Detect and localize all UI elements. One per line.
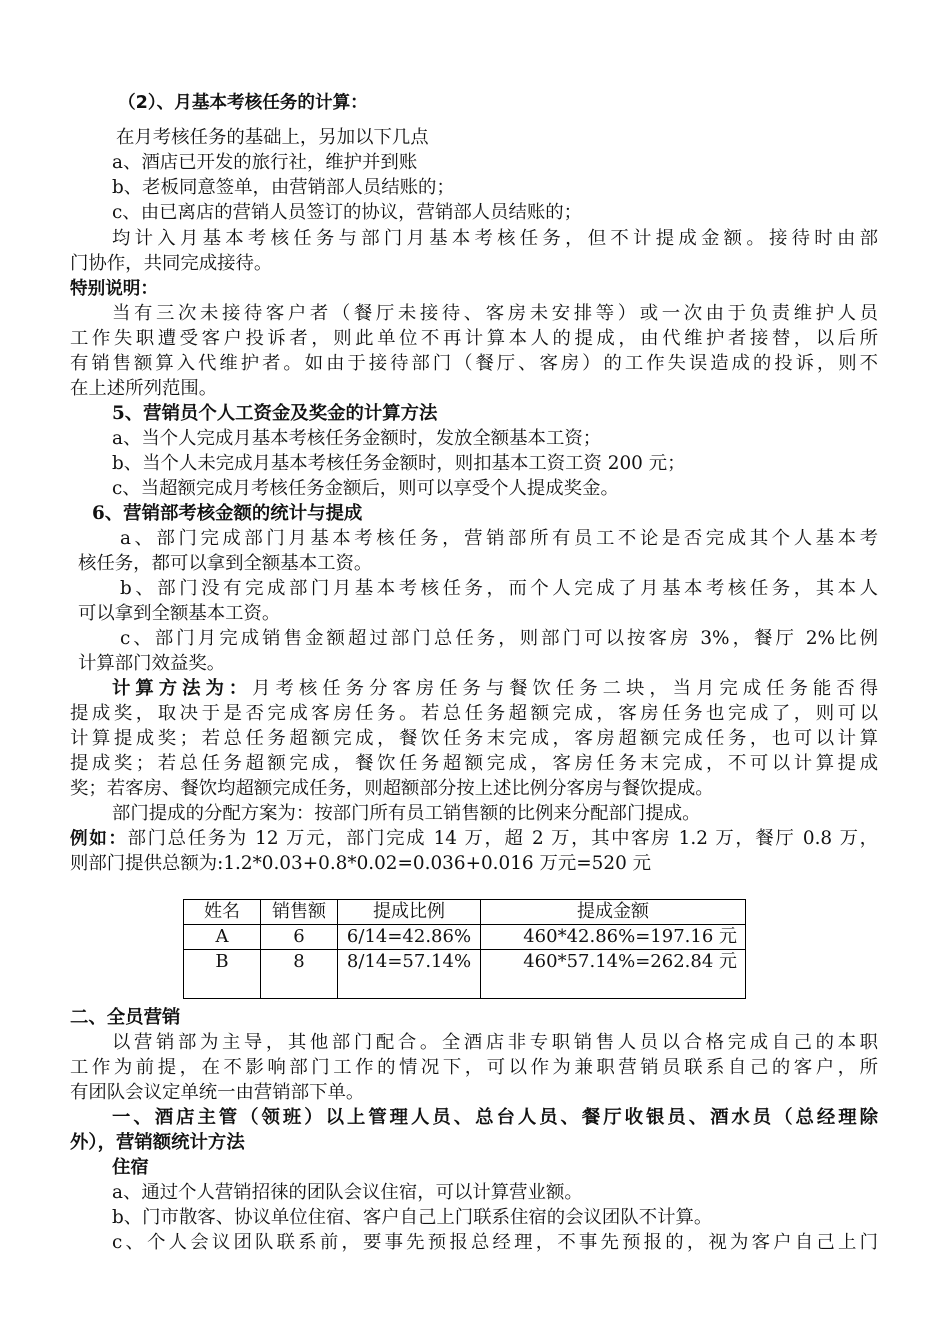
table-header-cell: 销售额 <box>261 900 338 925</box>
list-item-c: c、个人会议团队联系前，要事先预报总经理，不事先预报的，视为客户自己上门 <box>112 1232 878 1253</box>
paragraph-line: 部门提成的分配方案为：按部门所有员工销售额的比例来分配部门提成。 <box>112 803 701 824</box>
table-cell: 6 <box>261 925 338 950</box>
paragraph-line: 提成奖；若总任务超额完成，餐饮任务超额完成，客房任务末完成，不可以计算提成 <box>70 753 878 774</box>
heading-management-staff: 一、酒店主管（领班）以上管理人员、总台人员、餐厅收银员、酒水员（总经理除 <box>112 1107 878 1128</box>
table-header-cell: 提成金额 <box>481 900 746 925</box>
paragraph-line: 均计入月基本考核任务与部门月基本考核任务，但不计提成金额。接待时由部 <box>112 228 878 249</box>
paragraph-line: 门协作，共同完成接待。 <box>70 253 273 274</box>
heading-accommodation: 住宿 <box>112 1157 149 1178</box>
list-item-b: b、老板同意签单，由营销部人员结账的； <box>112 177 455 198</box>
table-row <box>184 950 746 999</box>
heading-special-note: 特别说明： <box>70 279 158 299</box>
calc-method-text: 月考核任务分客房任务与餐饮任务二块，当月完成任务能否得 <box>252 678 878 699</box>
paragraph-line: 计算提成奖；若总任务超额完成，餐饮任务末完成，客房超额完成任务，也可以计算 <box>70 728 878 749</box>
list-item-a: a、部门完成部门月基本考核任务，营销部所有员工不论是否完成其个人基本考 <box>120 528 878 549</box>
table-header-row <box>184 900 746 925</box>
table-cell: 8/14=57.14% <box>338 950 481 999</box>
commission-table <box>183 899 746 999</box>
paragraph-line: 以营销部为主导，其他部门配合。全酒店非专职销售人员以合格完成自己的本职 <box>112 1032 878 1053</box>
table-cell: 8 <box>261 950 338 999</box>
calc-method-label: 计算方法为： <box>112 678 253 699</box>
table-header-cell: 提成比例 <box>338 900 481 925</box>
list-item-b: b、门市散客、协议单位住宿、客户自己上门联系住宿的会议团队不计算。 <box>112 1207 713 1228</box>
paragraph-line: 提成奖，取决于是否完成客房任务。若总任务超额完成，客房任务也完成了，则可以 <box>70 703 878 724</box>
table-cell: 6/14=42.86% <box>338 925 481 950</box>
table-cell: 460*42.86%=197.16 元 <box>481 925 746 950</box>
paragraph-line: 则部门提供总额为:1.2*0.03+0.8*0.02=0.036+0.016 万元=520 元 <box>70 853 652 874</box>
list-item-c: c、由已离店的营销人员签订的协议，营销部人员结账的； <box>112 202 583 223</box>
list-item-a: a、通过个人营销招徕的团队会议住宿，可以计算营业额。 <box>112 1182 583 1203</box>
paragraph-line <box>112 677 878 702</box>
heading-all-staff-marketing: 二、全员营销 <box>70 1007 181 1028</box>
list-item-c: c、部门月完成销售金额超过部门总任务，则部门可以按客房 3%，餐厅 2%比例 <box>120 628 878 649</box>
heading-monthly-task: （2）、月基本考核任务的计算： <box>118 93 368 113</box>
paragraph-line: 奖；若客房、餐饮均超额完成任务，则超额部分按上述比例分客房与餐饮提成。 <box>70 778 714 799</box>
paragraph-line: 核任务，都可以拿到全额基本工资。 <box>78 553 373 574</box>
list-item-a: a、酒店已开发的旅行社，维护并到账 <box>112 152 418 173</box>
paragraph-line: 工作失职遭受客户投诉者，则此单位不再计算本人的提成，由代维护者接替，以后所 <box>70 328 878 349</box>
example-label: 例如： <box>70 829 128 849</box>
paragraph-line: 计算部门效益奖。 <box>78 653 226 674</box>
heading-section-6: 6、营销部考核金额的统计与提成 <box>92 503 363 524</box>
paragraph-line: 在月考核任务的基础上，另加以下几点 <box>116 127 429 148</box>
list-item-b: b、当个人未完成月基本考核任务金额时，则扣基本工资工资 200 元； <box>112 453 686 474</box>
paragraph-line: 可以拿到全额基本工资。 <box>78 603 281 624</box>
paragraph-line: 有团队会议定单统一由营销部下单。 <box>70 1082 365 1103</box>
paragraph-line: 当有三次未接待客户者（餐厅未接待、客房未安排等）或一次由于负责维护人员 <box>112 303 878 324</box>
table-header-cell: 姓名 <box>184 900 261 925</box>
paragraph-line: 工作为前提，在不影响部门工作的情况下，可以作为兼职营销员联系自己的客户，所 <box>70 1057 878 1078</box>
paragraph-line: 在上述所列范围。 <box>70 378 218 399</box>
heading-section-5: 5、营销员个人工资金及奖金的计算方法 <box>112 403 438 424</box>
table-cell: B <box>184 950 261 999</box>
table-cell: A <box>184 925 261 950</box>
list-item-c: c、当超额完成月考核任务金额后，则可以享受个人提成奖金。 <box>112 478 619 499</box>
list-item-a: a、当个人完成月基本考核任务金额时，发放全额基本工资； <box>112 428 602 449</box>
paragraph-line <box>70 827 878 852</box>
table-cell: 460*57.14%=262.84 元 <box>481 950 746 999</box>
paragraph-line: 有销售额算入代维护者。如由于接待部门（餐厅、客房）的工作失误造成的投诉，则不 <box>70 353 878 374</box>
heading-management-staff: 外），营销额统计方法 <box>70 1132 245 1153</box>
list-item-b: b、部门没有完成部门月基本考核任务，而个人完成了月基本考核任务，其本人 <box>120 578 878 599</box>
table-row <box>184 925 746 950</box>
example-text: 部门总任务为 12 万元，部门完成 14 万，超 2 万，其中客房 1.2 万，餐厅 0.8 万， <box>127 828 878 849</box>
